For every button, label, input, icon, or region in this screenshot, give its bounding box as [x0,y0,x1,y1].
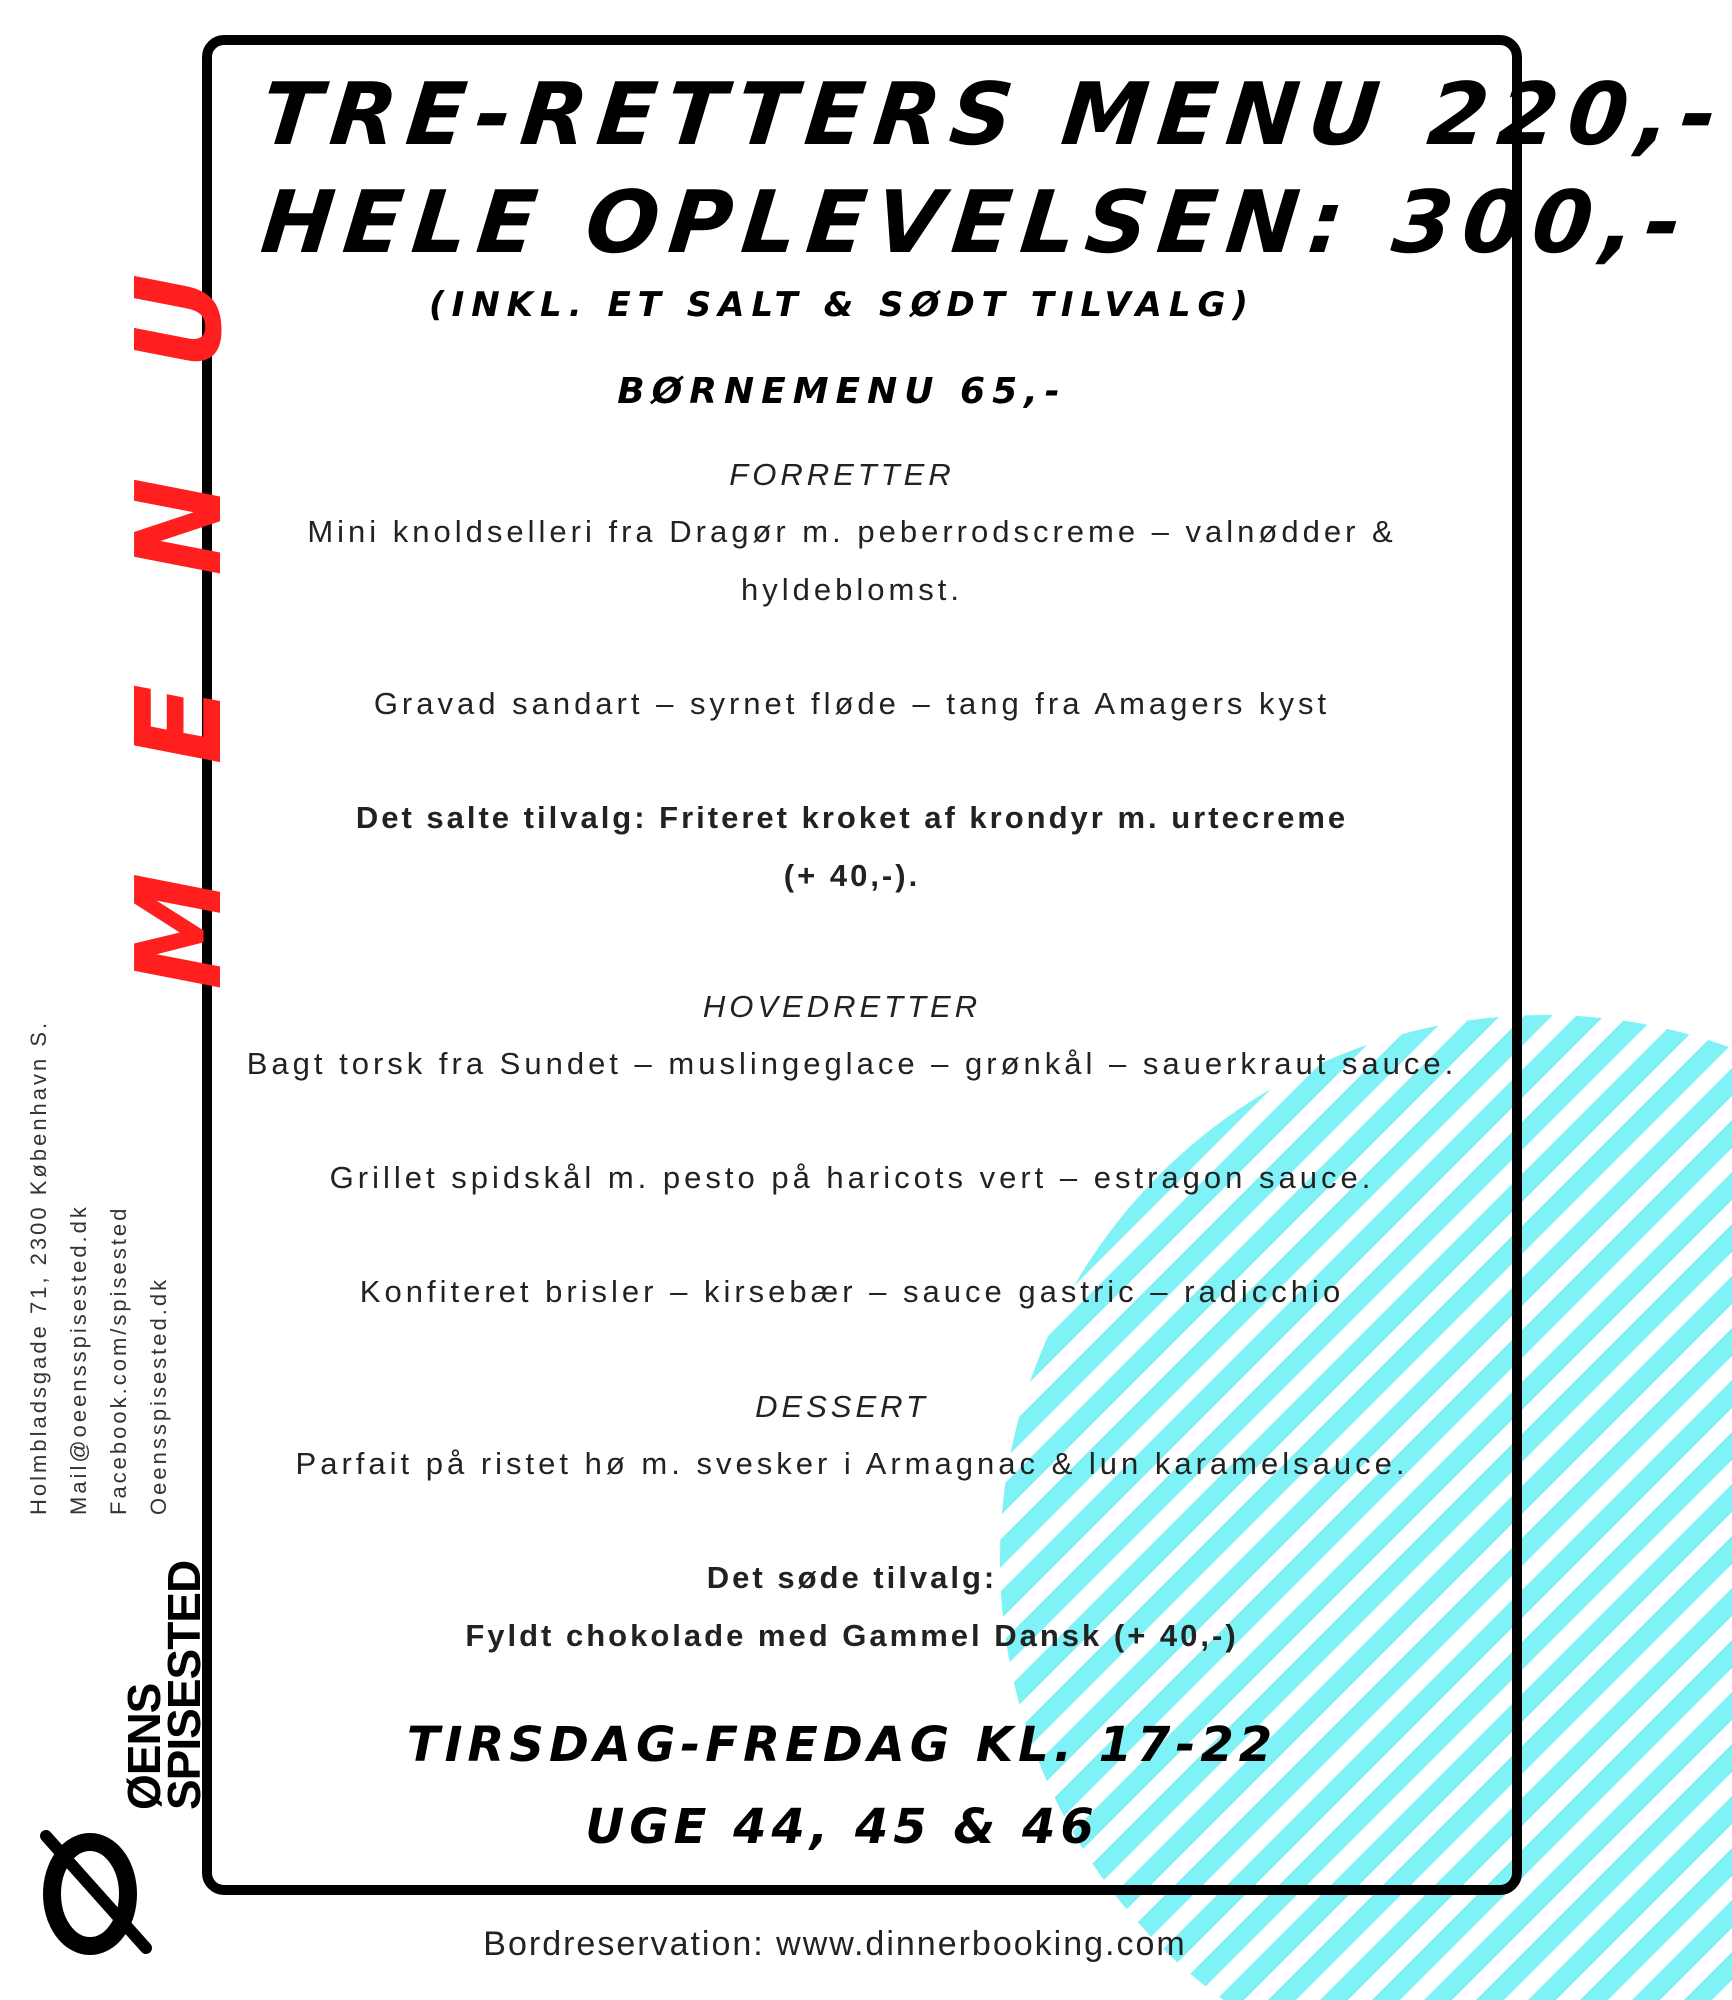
contact-facebook[interactable]: Facebook.com/spisested [106,1205,131,1515]
starter-dish-1-line1: Mini knoldselleri fra Dragør m. peberrodscreme – valnødder & [307,514,1397,549]
starter-extra-line1: Det salte tilvalg: Friteret kroket af krondyr m. urtecreme [355,800,1349,835]
dessert-extra-line2: Fyldt chokolade med Gammel Dansk (+ 40,-) [465,1618,1239,1653]
kids-menu-price: BØRNEMENU 65,- [617,371,1067,412]
starter-extra-line2: (+ 40,-). [783,858,921,893]
headline-full-experience: HELE OPLEVELSEN: 300,- [256,173,1697,273]
side-title-menu: MENU [110,165,248,990]
reservation-link[interactable]: Bordreservation: www.dinnerbooking.com [483,1925,1187,1963]
headline-note: (INKL. ET SALT & SØDT TILVALG) [429,285,1255,325]
opening-weeks: UGE 44, 45 & 46 [585,1799,1099,1855]
opening-days: TIRSDAG-FREDAG KL. 17-22 [406,1717,1278,1773]
main-dish-3: Konfiteret brisler – kirsebær – sauce gastric – radicchio [359,1274,1345,1309]
dessert-extra-line1: Det søde tilvalg: [706,1560,998,1595]
logo-line2: SPISESTED [158,1560,210,1810]
dessert-dish-1: Parfait på ristet hø m. svesker i Armagnac & lun karamelsauce. [295,1446,1409,1481]
section-title-dessert: DESSERT [755,1389,929,1424]
logo-line1: ØENS [118,1683,170,1810]
headline-three-course: TRE-RETTERS MENU 220,- [256,65,1732,165]
section-title-starters: FORRETTER [729,457,955,492]
logo-wordmark [118,1560,210,1810]
main-dish-1: Bagt torsk fra Sundet – muslingeglace – grønkål – sauerkraut sauce. [246,1046,1458,1081]
starter-dish-2: Gravad sandart – syrnet fløde – tang fra Amagers kyst [373,686,1331,721]
contact-address: Holmbladsgade 71, 2300 København S. [26,1019,51,1515]
section-title-mains: HOVEDRETTER [702,989,982,1024]
contact-website[interactable]: Oeensspisested.dk [146,1276,171,1515]
main-dish-2: Grillet spidskål m. pesto på haricots vert – estragon sauce. [329,1160,1375,1195]
contact-mail[interactable]: Mail@oeensspisested.dk [66,1204,91,1515]
starter-dish-1-line2: hyldeblomst. [740,572,964,607]
